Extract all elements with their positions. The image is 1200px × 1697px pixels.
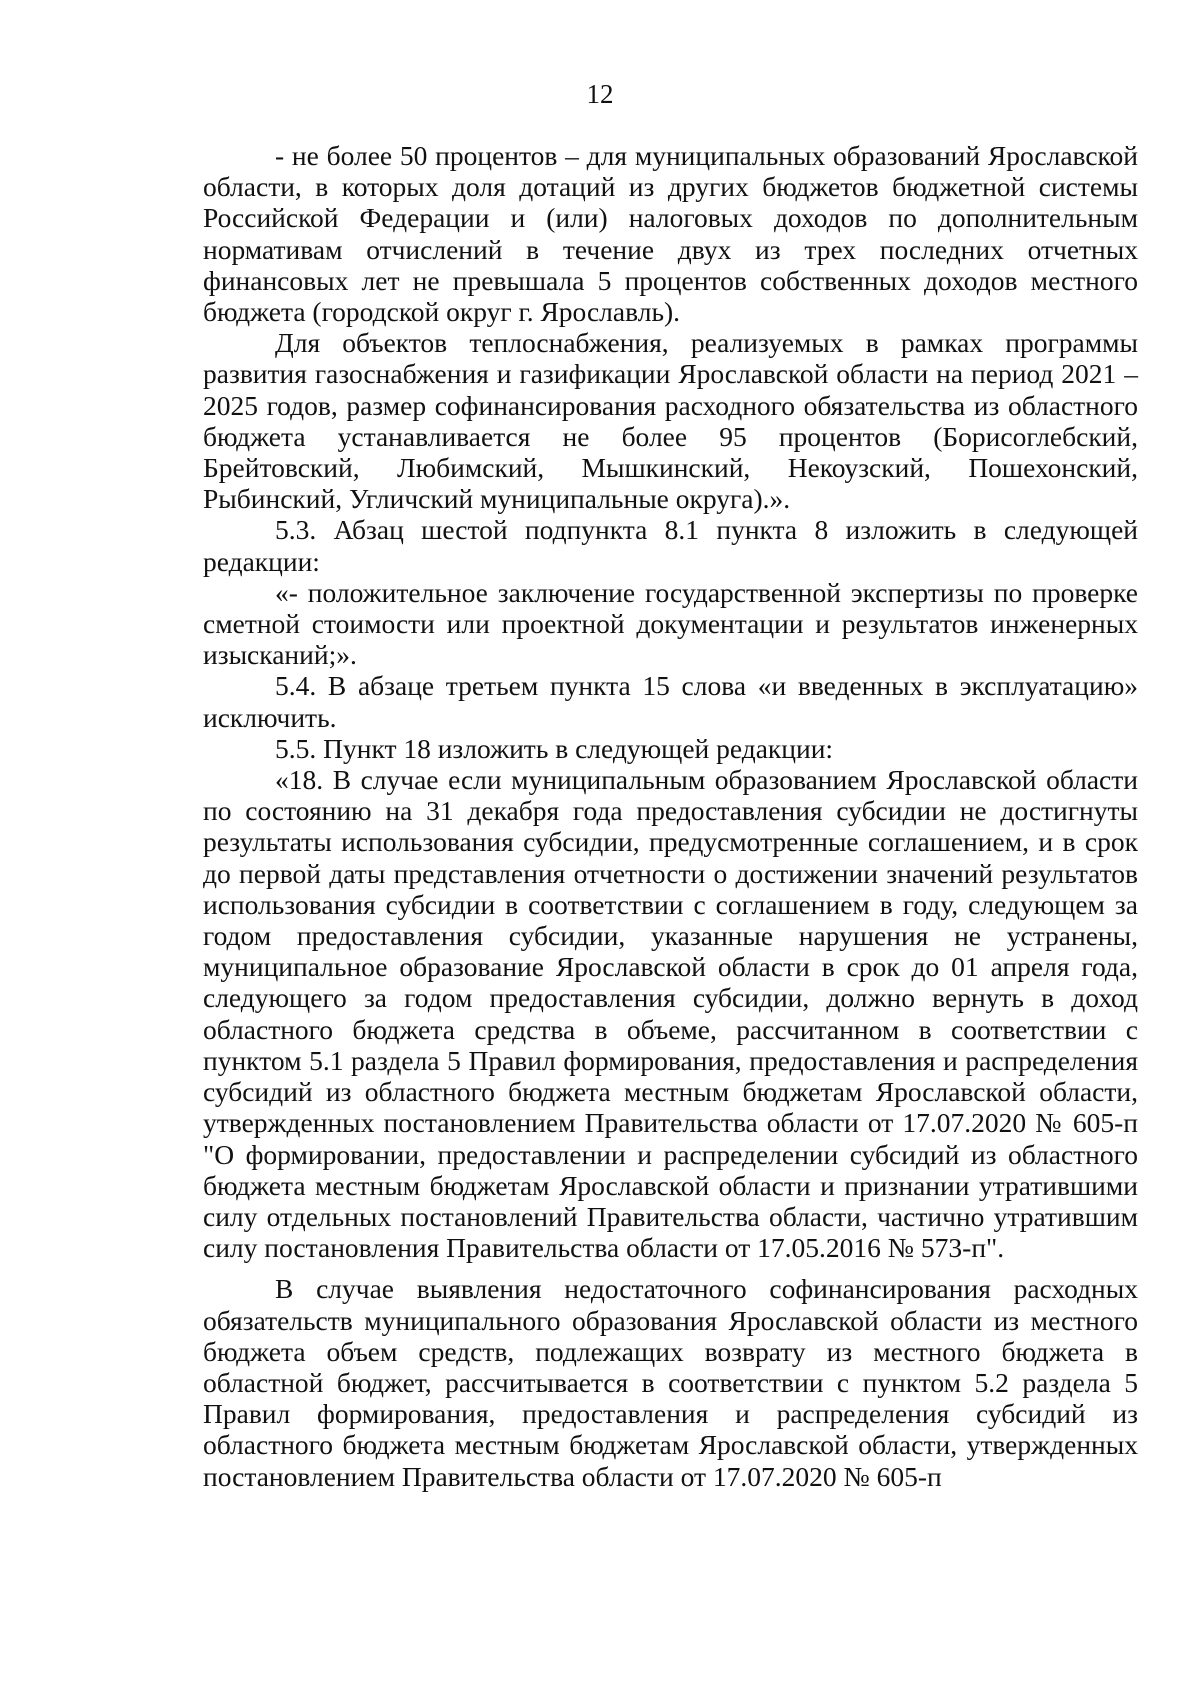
paragraph-item-5-5: 5.5. Пункт 18 изложить в следующей редакции: bbox=[275, 732, 834, 764]
paragraph-municipal-limit: - не более 50 процентов – для муниципальных образований Ярославской области, в которых доля дотаций из других бюджетов бюджетной системы Российской Федерации и (или) налоговых доходов по дополнительным нормативам отчислений в течение двух из трех последних отчетных финансовых лет не превышала 5 процентов собственных доходов местного бюджета (городской округ г. Ярославль). bbox=[203, 140, 1138, 328]
page-number: 12 bbox=[586, 79, 614, 109]
paragraph-insufficient-cofinancing: В случае выявления недостаточного софинансирования расходных обязательств муниципального образования Ярославской области из местного бюджета объем средств, подлежащих возврату из местного бюджета в областной бюджет, рассчитывается в соответствии с пунктом 5.2 раздела 5 Правил формирования, предоставления и распределения субсидий из областного бюджета местным бюджетам Ярославской области, утвержденных постановлением Правительства области от 17.07.2020 № 605-п bbox=[203, 1273, 1138, 1492]
paragraph-point-18: «18. В случае если муниципальным образованием Ярославской области по состоянию на 31 декабря года предоставления субсидии не достигнуты результаты использования субсидии, предусмотренные соглашением, и в срок до первой даты представления отчетности о достижении значений результатов использования субсидии в соответствии с соглашением в году, следующем за годом предоставления субсидии, указанные нарушения не устранены, муниципальное образование Ярославской области в срок до 01 апреля года, следующего за годом предоставления субсидии, должно вернуть в доход областного бюджета средства в объеме, рассчитанном в соответствии с пунктом 5.1 раздела 5 Правил формирования, предоставления и распределения субсидий из областного бюджета местным бюджетам Ярославской области, утвержденных постановлением Правительства области от 17.07.2020 № 605-п "О формировании, предоставлении и распределении субсидий из областного бюджета местным бюджетам Ярославской области и признании утратившими силу отдельных постановлений Правительства области, частично утратившим силу постановления Правительства области от 17.05.2016 № 573-п". bbox=[203, 764, 1138, 1264]
paragraph-item-5-4: 5.4. В абзаце третьем пункта 15 слова «и введенных в эксплуатацию» исключить. bbox=[203, 670, 1138, 733]
paragraph-heat-supply: Для объектов теплоснабжения, реализуемых в рамках программы развития газоснабжения и газификации Ярославской области на период 2021 – 2025 годов, размер софинансирования расходного обязательства из областного бюджета устанавливается не более 95 процентов (Борисоглебский, Брейтовский, Любимский, Мышкинский, Некоузский, Пошехонский, Рыбинский, Угличский муниципальные округа).». bbox=[203, 327, 1138, 515]
paragraph-expertise-quote: «- положительное заключение государственной экспертизы по проверке сметной стоимости или проектной документации и результатов инженерных изысканий;». bbox=[203, 576, 1138, 671]
document-body bbox=[203, 140, 1138, 1492]
paragraph-item-5-3: 5.3. Абзац шестой подпункта 8.1 пункта 8 изложить в следующей редакции: bbox=[203, 514, 1138, 577]
